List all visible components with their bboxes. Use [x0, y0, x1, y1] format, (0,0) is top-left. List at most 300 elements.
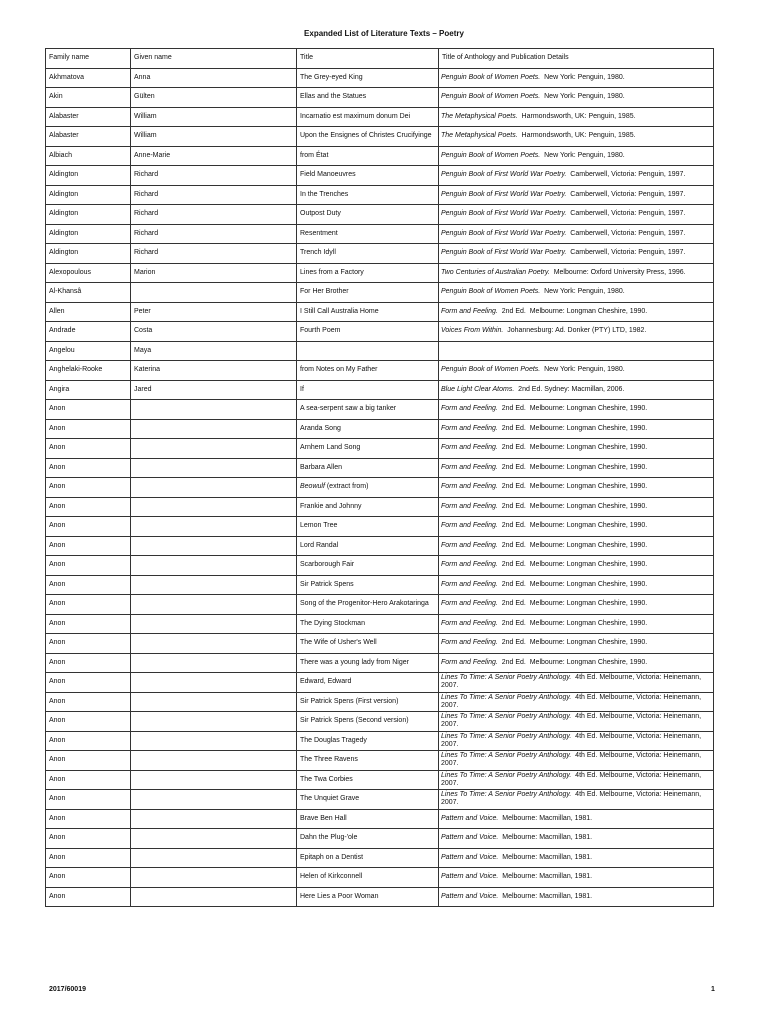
literature-table [45, 48, 714, 907]
anthology-cell [439, 439, 714, 459]
anthology-cell [439, 419, 714, 439]
anthology-title: Form and Feeling. [441, 405, 498, 413]
family-name-cell: Aldington [46, 185, 131, 205]
given-name-cell [131, 692, 297, 712]
table-row [46, 400, 714, 420]
given-name-cell [131, 595, 297, 615]
anthology-cell [439, 790, 714, 810]
anthology-title: Lines To Time: A Senior Poetry Anthology. [441, 693, 572, 701]
table-row [46, 166, 714, 186]
table-row [46, 419, 714, 439]
table-row [46, 868, 714, 888]
anthology-cell [439, 614, 714, 634]
publication-details: Melbourne: Macmillan, 1981. [498, 834, 593, 842]
title-cell: The Twa Corbies [297, 770, 439, 790]
publication-details: 4th Ed. Melbourne, Victoria: Heinemann, 2007. [441, 674, 704, 690]
title-cell: Helen of Kirkconnell [297, 868, 439, 888]
anthology-title: Penguin Book of First World War Poetry. [441, 249, 567, 257]
title-cell: Sir Patrick Spens (Second version) [297, 712, 439, 732]
title-cell: Lines from a Factory [297, 263, 439, 283]
title-cell: Upon the Ensignes of Christes Crucifyinge [297, 127, 439, 147]
anthology-cell [439, 361, 714, 381]
anthology-cell [439, 809, 714, 829]
given-name-cell [131, 478, 297, 498]
title-cell: Lemon Tree [297, 517, 439, 537]
table-row [46, 127, 714, 147]
title-cell: Barbara Allen [297, 458, 439, 478]
anthology-title: Lines To Time: A Senior Poetry Anthology. [441, 771, 572, 779]
anthology-title: Pattern and Voice. [441, 853, 499, 861]
family-name-cell: Anon [46, 829, 131, 849]
given-name-cell: Richard [131, 244, 297, 264]
anthology-cell [439, 673, 714, 693]
publication-details: 2nd Ed. Melbourne: Longman Cheshire, 1990. [497, 619, 648, 627]
table-row [46, 575, 714, 595]
publication-details: 2nd Ed. Melbourne: Longman Cheshire, 1990. [497, 541, 648, 549]
family-name-cell: Angelou [46, 341, 131, 361]
family-name-cell: Anon [46, 790, 131, 810]
given-name-cell [131, 458, 297, 478]
title-cell: The Wife of Usher's Well [297, 634, 439, 654]
table-row [46, 224, 714, 244]
publication-details: 2nd Ed. Melbourne: Longman Cheshire, 1990. [497, 463, 648, 471]
given-name-cell [131, 673, 297, 693]
table-row [46, 556, 714, 576]
given-name-cell [131, 575, 297, 595]
publication-details: Camberwell, Victoria: Penguin, 1997. [566, 249, 686, 257]
table-row [46, 770, 714, 790]
anthology-title: Form and Feeling. [441, 639, 498, 647]
title-cell: The Unquiet Grave [297, 790, 439, 810]
family-name-cell: Anon [46, 809, 131, 829]
publication-details: New York: Penguin, 1980. [540, 366, 625, 374]
title-cell: Sir Patrick Spens (First version) [297, 692, 439, 712]
table-row [46, 692, 714, 712]
title-cell: A sea-serpent saw a big tanker [297, 400, 439, 420]
title-cell: Brave Ben Hall [297, 809, 439, 829]
column-header-title: Title [297, 49, 439, 69]
anthology-cell [439, 634, 714, 654]
table-row [46, 673, 714, 693]
table-row [46, 283, 714, 303]
title-cell: I Still Call Australia Home [297, 302, 439, 322]
anthology-cell [439, 575, 714, 595]
anthology-cell [439, 731, 714, 751]
given-name-cell [131, 751, 297, 771]
family-name-cell: Aldington [46, 224, 131, 244]
family-name-cell: Angira [46, 380, 131, 400]
publication-details: 2nd Ed. Melbourne: Longman Cheshire, 1990. [497, 600, 648, 608]
family-name-cell: Anon [46, 634, 131, 654]
table-row [46, 458, 714, 478]
publication-details: Melbourne: Macmillan, 1981. [498, 892, 593, 900]
table-row [46, 302, 714, 322]
given-name-cell [131, 556, 297, 576]
given-name-cell: Maya [131, 341, 297, 361]
anthology-title: Penguin Book of First World War Poetry. [441, 171, 567, 179]
anthology-title: The Metaphysical Poets. [441, 112, 518, 120]
anthology-cell [439, 595, 714, 615]
anthology-cell [439, 185, 714, 205]
given-name-cell: Peter [131, 302, 297, 322]
column-header-given-name: Given name [131, 49, 297, 69]
family-name-cell: Aldington [46, 244, 131, 264]
anthology-title: Pattern and Voice. [441, 892, 499, 900]
anthology-title: Form and Feeling. [441, 658, 498, 666]
title-italic: Beowulf [300, 483, 325, 491]
anthology-title: Voices From Within. [441, 327, 504, 335]
given-name-cell: Costa [131, 322, 297, 342]
title-cell: Field Manoeuvres [297, 166, 439, 186]
anthology-title: Form and Feeling. [441, 307, 498, 315]
given-name-cell: William [131, 127, 297, 147]
anthology-title: Pattern and Voice. [441, 834, 499, 842]
title-cell: Arnhem Land Song [297, 439, 439, 459]
given-name-cell [131, 419, 297, 439]
table-row [46, 68, 714, 88]
family-name-cell: Anon [46, 458, 131, 478]
column-header-family-name: Family name [46, 49, 131, 69]
title-cell: The Grey-eyed King [297, 68, 439, 88]
family-name-cell: Anon [46, 478, 131, 498]
family-name-cell: Anon [46, 419, 131, 439]
given-name-cell: Anne-Marie [131, 146, 297, 166]
given-name-cell: Anna [131, 68, 297, 88]
publication-details: New York: Penguin, 1980. [540, 93, 625, 101]
publication-details: New York: Penguin, 1980. [540, 73, 625, 81]
anthology-cell [439, 556, 714, 576]
family-name-cell: Anon [46, 868, 131, 888]
publication-details: 2nd Ed. Melbourne: Longman Cheshire, 1990. [497, 483, 648, 491]
page-number: 1 [711, 986, 715, 993]
table-row [46, 478, 714, 498]
family-name-cell: Anon [46, 770, 131, 790]
given-name-cell [131, 653, 297, 673]
table-header-row [46, 49, 714, 69]
title-cell [297, 341, 439, 361]
table-row [46, 205, 714, 225]
given-name-cell: Katerina [131, 361, 297, 381]
anthology-cell [439, 68, 714, 88]
table-row [46, 361, 714, 381]
anthology-title: Form and Feeling. [441, 463, 498, 471]
anthology-cell [439, 868, 714, 888]
anthology-title: Penguin Book of First World War Poetry. [441, 229, 567, 237]
given-name-cell [131, 439, 297, 459]
anthology-title: Blue Light Clear Atoms. [441, 385, 515, 393]
title-cell: Frankie and Johnny [297, 497, 439, 517]
publication-details: Melbourne: Macmillan, 1981. [498, 873, 593, 881]
anthology-title: Pattern and Voice. [441, 814, 499, 822]
anthology-title: Form and Feeling. [441, 444, 498, 452]
given-name-cell: Jared [131, 380, 297, 400]
publication-details: 2nd Ed. Melbourne: Longman Cheshire, 1990. [497, 502, 648, 510]
given-name-cell: William [131, 107, 297, 127]
title-cell: The Dying Stockman [297, 614, 439, 634]
table-row [46, 380, 714, 400]
title-cell: Outpost Duty [297, 205, 439, 225]
table-row [46, 146, 714, 166]
table-row [46, 829, 714, 849]
table-row [46, 848, 714, 868]
family-name-cell: Aldington [46, 205, 131, 225]
table-row [46, 614, 714, 634]
anthology-title: Pattern and Voice. [441, 873, 499, 881]
title-cell: Sir Patrick Spens [297, 575, 439, 595]
title-cell: Incarnatio est maximum donum Dei [297, 107, 439, 127]
anthology-cell [439, 224, 714, 244]
anthology-title: Form and Feeling. [441, 561, 498, 569]
given-name-cell: Richard [131, 224, 297, 244]
anthology-cell [439, 517, 714, 537]
title-cell: Aranda Song [297, 419, 439, 439]
publication-details: Camberwell, Victoria: Penguin, 1997. [566, 210, 686, 218]
title-cell: For Her Brother [297, 283, 439, 303]
anthology-cell [439, 283, 714, 303]
anthology-cell [439, 536, 714, 556]
given-name-cell: Richard [131, 185, 297, 205]
anthology-cell [439, 887, 714, 907]
given-name-cell [131, 848, 297, 868]
publication-details: Melbourne: Macmillan, 1981. [498, 814, 593, 822]
anthology-title: Form and Feeling. [441, 483, 498, 491]
given-name-cell [131, 497, 297, 517]
title-cell: Fourth Poem [297, 322, 439, 342]
anthology-cell [439, 166, 714, 186]
anthology-cell [439, 205, 714, 225]
title-cell: Resentment [297, 224, 439, 244]
publication-details: Melbourne: Macmillan, 1981. [498, 853, 593, 861]
anthology-cell [439, 302, 714, 322]
anthology-cell [439, 653, 714, 673]
table-row [46, 790, 714, 810]
publication-details: 4th Ed. Melbourne, Victoria: Heinemann, 2007. [441, 713, 704, 729]
family-name-cell: Anon [46, 848, 131, 868]
anthology-title: Lines To Time: A Senior Poetry Anthology. [441, 752, 572, 760]
table-row [46, 439, 714, 459]
given-name-cell: Marion [131, 263, 297, 283]
given-name-cell [131, 400, 297, 420]
title-rest: (extract from) [324, 483, 369, 491]
family-name-cell: Anon [46, 887, 131, 907]
anthology-cell [439, 751, 714, 771]
anthology-title: Lines To Time: A Senior Poetry Anthology. [441, 791, 572, 799]
title-cell: Song of the Progenitor-Hero Arakotaringa [297, 595, 439, 615]
table-row [46, 731, 714, 751]
title-cell: If [297, 380, 439, 400]
anthology-cell [439, 829, 714, 849]
anthology-cell [439, 478, 714, 498]
table-row [46, 322, 714, 342]
anthology-title: Penguin Book of Women Poets. [441, 288, 541, 296]
anthology-title: Form and Feeling. [441, 502, 498, 510]
family-name-cell: Anon [46, 536, 131, 556]
family-name-cell: Anon [46, 653, 131, 673]
given-name-cell [131, 829, 297, 849]
publication-details: Camberwell, Victoria: Penguin, 1997. [566, 171, 686, 179]
table-row [46, 653, 714, 673]
family-name-cell: Anon [46, 751, 131, 771]
anthology-cell [439, 146, 714, 166]
anthology-cell [439, 127, 714, 147]
publication-details: Johannesburg: Ad. Donker (PTY) LTD, 1982. [503, 327, 647, 335]
anthology-title: Penguin Book of Women Poets. [441, 73, 541, 81]
family-name-cell: Anon [46, 595, 131, 615]
title-cell: There was a young lady from Niger [297, 653, 439, 673]
publication-details: Harmondsworth, UK: Penguin, 1985. [517, 112, 636, 120]
table-row [46, 497, 714, 517]
title-cell: The Douglas Tragedy [297, 731, 439, 751]
anthology-cell [439, 88, 714, 108]
given-name-cell [131, 634, 297, 654]
publication-details: Camberwell, Victoria: Penguin, 1997. [566, 190, 686, 198]
family-name-cell: Andrade [46, 322, 131, 342]
publication-details: 2nd Ed. Sydney: Macmillan, 2006. [514, 385, 625, 393]
given-name-cell [131, 536, 297, 556]
page-title: Expanded List of Literature Texts – Poetry [304, 29, 464, 38]
given-name-cell [131, 770, 297, 790]
title-cell: Dahn the Plug-'ole [297, 829, 439, 849]
anthology-cell [439, 244, 714, 264]
anthology-title: Form and Feeling. [441, 424, 498, 432]
anthology-cell [439, 497, 714, 517]
given-name-cell [131, 712, 297, 732]
anthology-title: Penguin Book of Women Poets. [441, 93, 541, 101]
given-name-cell [131, 283, 297, 303]
table-row [46, 634, 714, 654]
anthology-title: Form and Feeling. [441, 600, 498, 608]
anthology-cell [439, 107, 714, 127]
publication-details: 2nd Ed. Melbourne: Longman Cheshire, 1990. [497, 639, 648, 647]
given-name-cell [131, 614, 297, 634]
anthology-title: Lines To Time: A Senior Poetry Anthology. [441, 732, 572, 740]
table-row [46, 536, 714, 556]
anthology-title: Form and Feeling. [441, 619, 498, 627]
anthology-cell [439, 263, 714, 283]
anthology-title: Penguin Book of Women Poets. [441, 366, 541, 374]
anthology-title: The Metaphysical Poets. [441, 132, 518, 140]
table-row [46, 595, 714, 615]
given-name-cell: Richard [131, 205, 297, 225]
table-row [46, 712, 714, 732]
anthology-cell [439, 458, 714, 478]
anthology-cell [439, 770, 714, 790]
title-cell [297, 478, 439, 498]
family-name-cell: Anon [46, 497, 131, 517]
anthology-cell [439, 400, 714, 420]
family-name-cell: Akhmatova [46, 68, 131, 88]
anthology-cell [439, 380, 714, 400]
anthology-cell [439, 712, 714, 732]
title-cell: Here Lies a Poor Woman [297, 887, 439, 907]
publication-details: 2nd Ed. Melbourne: Longman Cheshire, 1990. [497, 307, 648, 315]
anthology-title: Two Centuries of Australian Poetry. [441, 268, 550, 276]
family-name-cell: Aldington [46, 166, 131, 186]
publication-details: Camberwell, Victoria: Penguin, 1997. [566, 229, 686, 237]
family-name-cell: Akin [46, 88, 131, 108]
anthology-cell [439, 341, 714, 361]
family-name-cell: Anon [46, 400, 131, 420]
title-cell: Epitaph on a Dentist [297, 848, 439, 868]
anthology-title: Lines To Time: A Senior Poetry Anthology. [441, 674, 572, 682]
family-name-cell: Anon [46, 673, 131, 693]
publication-details: Harmondsworth, UK: Penguin, 1985. [517, 132, 636, 140]
publication-details: New York: Penguin, 1980. [540, 288, 625, 296]
title-cell: Lord Randal [297, 536, 439, 556]
family-name-cell: Anon [46, 692, 131, 712]
title-cell: In the Trenches [297, 185, 439, 205]
family-name-cell: Anon [46, 439, 131, 459]
publication-details: 2nd Ed. Melbourne: Longman Cheshire, 1990. [497, 405, 648, 413]
publication-details: 2nd Ed. Melbourne: Longman Cheshire, 1990. [497, 424, 648, 432]
family-name-cell: Anon [46, 575, 131, 595]
anthology-title: Form and Feeling. [441, 580, 498, 588]
title-cell: The Three Ravens [297, 751, 439, 771]
table-row [46, 88, 714, 108]
family-name-cell: Albiach [46, 146, 131, 166]
family-name-cell: Anon [46, 731, 131, 751]
publication-details: Melbourne: Oxford University Press, 1996. [549, 268, 686, 276]
anthology-title: Form and Feeling. [441, 541, 498, 549]
publication-details: 2nd Ed. Melbourne: Longman Cheshire, 1990. [497, 522, 648, 530]
family-name-cell: Allen [46, 302, 131, 322]
table-body [46, 68, 714, 907]
given-name-cell: Richard [131, 166, 297, 186]
anthology-cell [439, 848, 714, 868]
family-name-cell: Anon [46, 517, 131, 537]
anthology-title: Form and Feeling. [441, 522, 498, 530]
publication-details: 4th Ed. Melbourne, Victoria: Heinemann, 2007. [441, 693, 704, 709]
family-name-cell: Anon [46, 614, 131, 634]
publication-details: 4th Ed. Melbourne, Victoria: Heinemann, 2007. [441, 771, 704, 787]
publication-details: 4th Ed. Melbourne, Victoria: Heinemann, 2007. [441, 791, 704, 807]
publication-details: 2nd Ed. Melbourne: Longman Cheshire, 1990. [497, 580, 648, 588]
publication-details: 2nd Ed. Melbourne: Longman Cheshire, 1990. [497, 658, 648, 666]
publication-details: New York: Penguin, 1980. [540, 151, 625, 159]
table-row [46, 517, 714, 537]
anthology-cell [439, 322, 714, 342]
table-row [46, 263, 714, 283]
family-name-cell: Anon [46, 712, 131, 732]
given-name-cell [131, 517, 297, 537]
anthology-cell [439, 692, 714, 712]
given-name-cell [131, 809, 297, 829]
family-name-cell: Alexopoulous [46, 263, 131, 283]
family-name-cell: Anon [46, 556, 131, 576]
publication-details: 4th Ed. Melbourne, Victoria: Heinemann, 2007. [441, 732, 704, 748]
title-cell: Ellas and the Statues [297, 88, 439, 108]
table-row [46, 244, 714, 264]
anthology-title: Penguin Book of First World War Poetry. [441, 210, 567, 218]
title-cell: Trench Idyll [297, 244, 439, 264]
publication-details: 2nd Ed. Melbourne: Longman Cheshire, 1990. [497, 444, 648, 452]
given-name-cell [131, 790, 297, 810]
table-row [46, 887, 714, 907]
anthology-title: Penguin Book of First World War Poetry. [441, 190, 567, 198]
title-cell: Scarborough Fair [297, 556, 439, 576]
anthology-title: Lines To Time: A Senior Poetry Anthology. [441, 713, 572, 721]
table-row [46, 341, 714, 361]
table-row [46, 809, 714, 829]
column-header-anthology: Title of Anthology and Publication Details [439, 49, 714, 69]
table-row [46, 107, 714, 127]
family-name-cell: Alabaster [46, 127, 131, 147]
title-cell: from État [297, 146, 439, 166]
given-name-cell [131, 868, 297, 888]
anthology-title: Penguin Book of Women Poets. [441, 151, 541, 159]
family-name-cell: Al-Khansâ [46, 283, 131, 303]
publication-details: 4th Ed. Melbourne, Victoria: Heinemann, 2007. [441, 752, 704, 768]
